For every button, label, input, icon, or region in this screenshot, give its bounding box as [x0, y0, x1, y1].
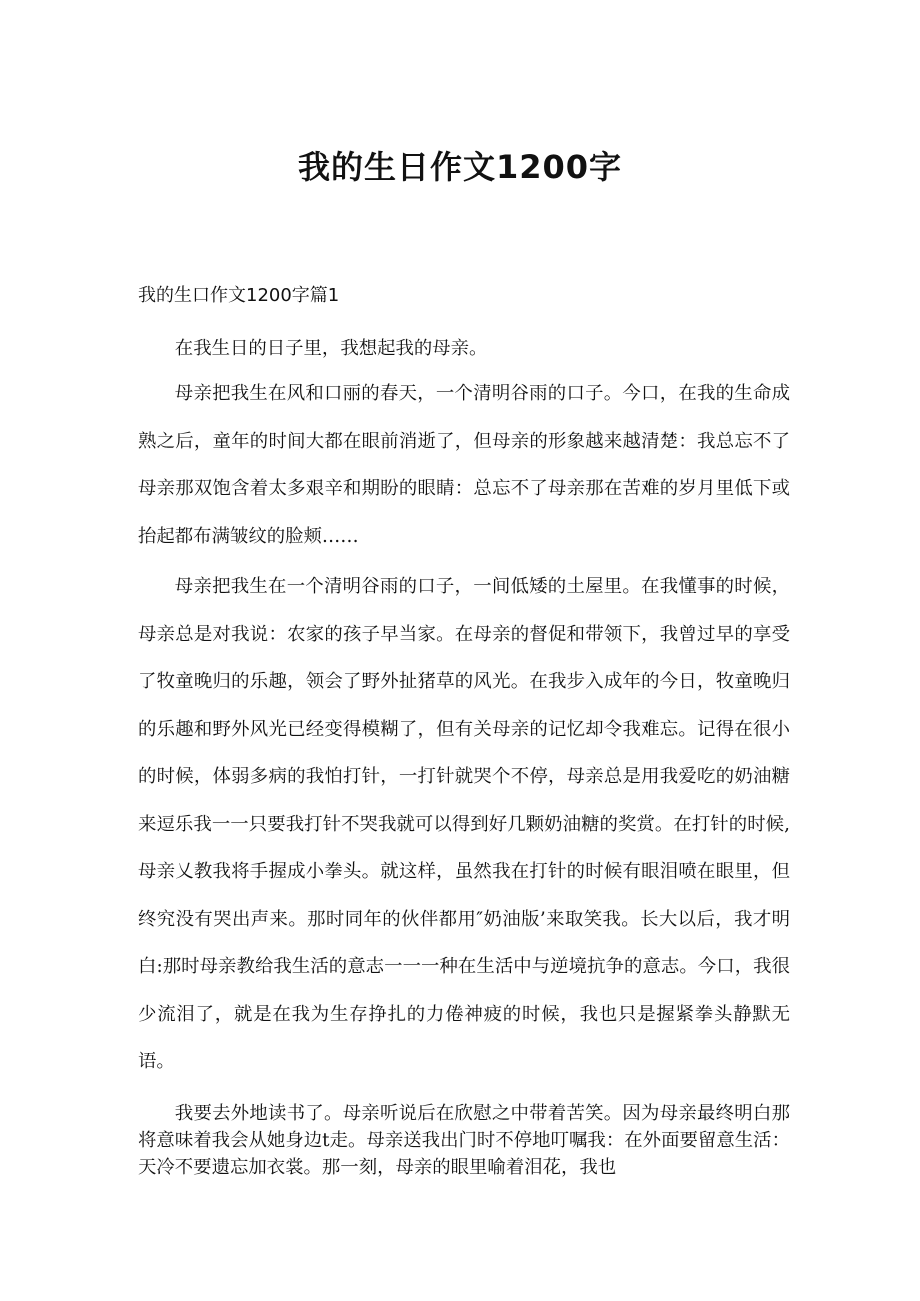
section-heading: 我的生口作文1200字篇1 [138, 285, 340, 306]
paragraph-2: 母亲把我生在风和口丽的春天，一个清明谷雨的口子。今口，在我的生命成熟之后，童年的时间大都在眼前消逝了，但母亲的形象越来越清楚：我总忘不了母亲那双饱含着太多艰辛和期盼的眼睛：总忘不了母亲那在苦难的岁月里低下或抬起都布满皱纹的脸颊…… [138, 383, 790, 547]
document-title: 我的生日作文1200字 [297, 148, 623, 186]
paragraph-3: 母亲把我生在一个清明谷雨的口子，一间低矮的土屋里。在我懂事的时候，母亲总是对我说：农家的孩子早当家。在母亲的督促和带领下，我曾过早的享受了牧童晚归的乐趣，领会了野外扯猪草的风光。在我步入成年的今日，牧童晚归的乐趣和野外风光已经变得模糊了，但有关母亲的记忆却令我难忘。记得在很小的时候，体弱多病的我怕打针，一打针就哭个不停，母亲总是用我爱吃的奶油糖来逗乐我一一只要我打针不哭我就可以得到好几颗奶油糖的奖赏。在打针的时候,母亲乂教我将手握成小拳头。就这样，虽然我在打针的时候有眼泪喷在眼里，但终究没有哭出声来。那时同年的伙伴都用″奶油版’来取笑我。长大以后，我才明白:那时母亲教给我生活的意志一一一种在生活中与逆境抗争的意志。今口，我很少流泪了，就是在我为生存挣扎的力倦神疲的时候，我也只是握紧拳头静默无语。 [138, 576, 790, 1072]
paragraph-4: 我要去外地读书了。母亲听说后在欣慰之中带着苦笑。因为母亲最终明白那将意味着我会从她身边t走。母亲送我出门时不停地叮嘱我：在外面要留意生活：天冷不要遗忘加衣裳。那一刻，母亲的眼里喻着泪花，我也 [138, 1103, 790, 1178]
paragraph-1: 在我生日的日子里，我想起我的母亲。 [174, 338, 488, 359]
